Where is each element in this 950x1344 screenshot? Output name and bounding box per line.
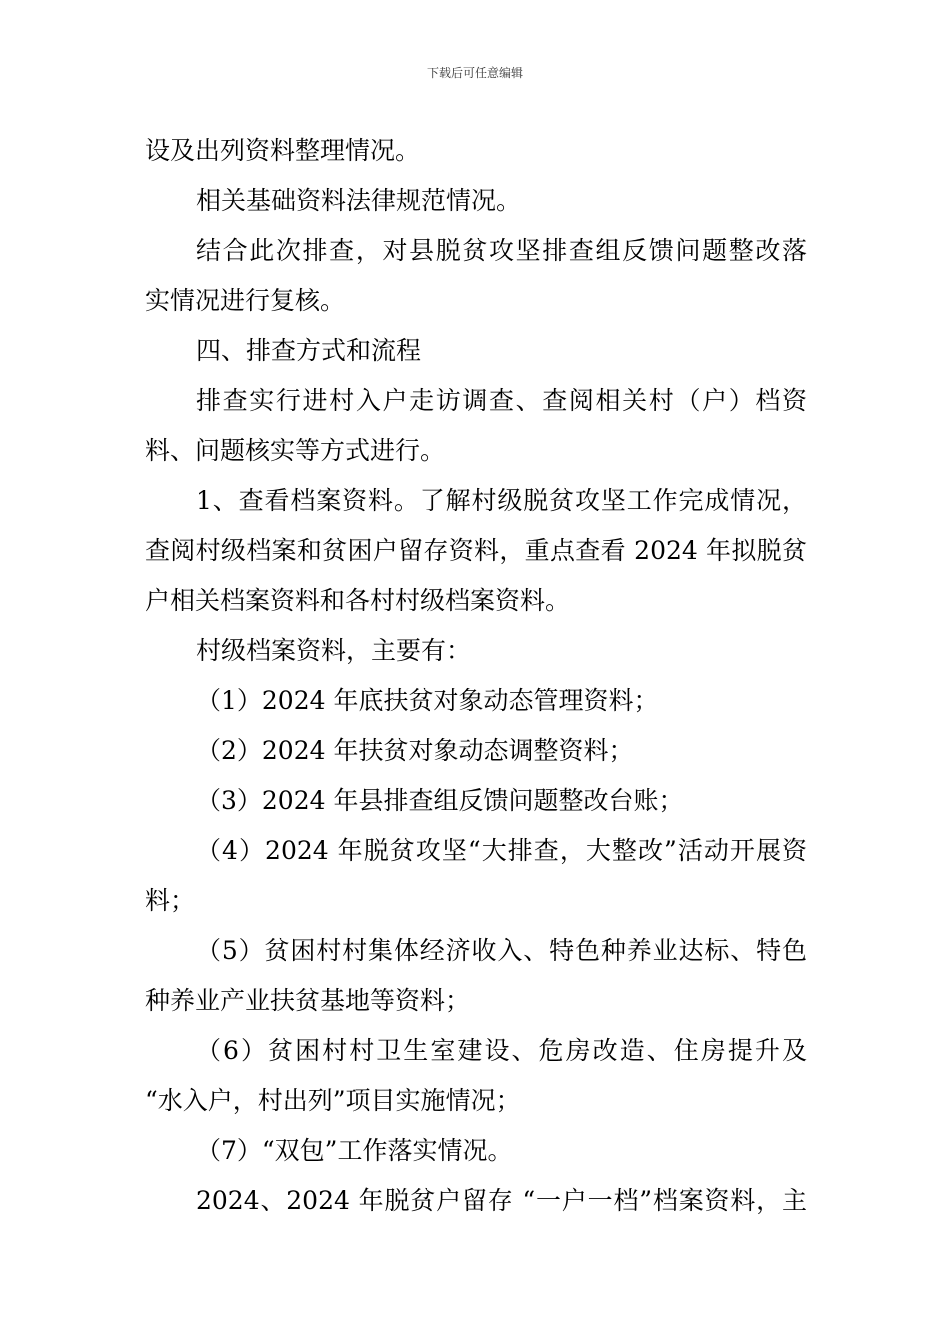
list-item: 种养业产业扶贫基地等资料； [145,986,471,1015]
list-item: （6）贫困村村卫生室建设、危房改造、住房提升及 [196,1036,807,1065]
list-item: （1）2024 年底扶贫对象动态管理资料； [196,686,659,715]
text-line: 相关基础资料法律规范情况。 [196,186,522,215]
text-line: 实情况进行复核。 [145,286,346,315]
list-item: “水入户，村出列”项目实施情况； [145,1086,521,1115]
text-line: 1、查看档案资料。了解村级脱贫攻坚工作完成情况， [196,486,807,515]
page-header: 下载后可任意编辑 [426,66,523,80]
list-item: （3）2024 年县排查组反馈问题整改台账； [196,786,684,815]
list-item: （2）2024 年扶贫对象动态调整资料； [196,736,634,765]
text-line: 结合此次排查，对县脱贫攻坚排查组反馈问题整改落 [196,236,807,265]
list-item: 料； [145,886,196,915]
text-line: 查阅村级档案和贫困户留存资料，重点查看 2024 年拟脱贫 [145,536,807,565]
text-line: 2024、2024 年脱贫户留存 “一户一档”档案资料，主 [196,1186,807,1215]
text-line: 村级档案资料，主要有： [196,636,472,665]
list-item: （4）2024 年脱贫攻坚“大排查，大整改”活动开展资 [196,836,807,865]
text-line: 户相关档案资料和各村村级档案资料。 [145,586,571,615]
list-item: （5）贫困村村集体经济收入、特色种养业达标、特色 [196,936,807,965]
document-body [145,126,807,1226]
text-line: 排查实行进村入户走访调查、查阅相关村（户）档资 [196,386,807,415]
list-item: （7）“双包”工作落实情况。 [196,1136,513,1165]
text-line: 料、问题核实等方式进行。 [145,436,446,465]
text-line: 设及出列资料整理情况。 [145,136,421,165]
section-heading: 四、排查方式和流程 [196,336,422,365]
